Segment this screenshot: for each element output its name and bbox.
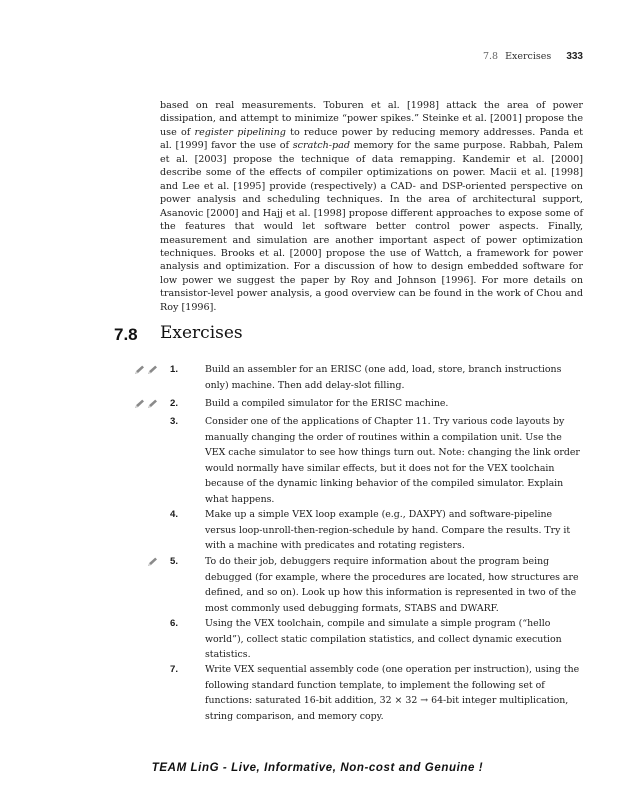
exercise-number: 6. [170, 618, 179, 629]
exercise-text: Build a compiled simulator for the ERISC machine. [205, 398, 449, 409]
section-title: Exercises [160, 323, 243, 343]
page-number: 333 [566, 51, 583, 62]
exercise-number: 4. [170, 509, 179, 520]
running-head [483, 51, 583, 62]
difficulty-pencil-icon [134, 399, 145, 409]
footer-watermark: TEAM LinG - Live, Informative, Non-cost and Genuine ! [151, 762, 484, 774]
difficulty-pencil-icon [147, 557, 158, 567]
section-number: 7.8 [114, 325, 138, 344]
exercise-number: 3. [170, 416, 179, 427]
exercise-text: To do their job, debuggers require information about the program being debugged (for example, where the procedures are located, how structures are defined, and so on). Look up how this information is represented in two of the most commonly used debugging formats, STABS and DWARF. [205, 556, 579, 614]
exercise-number: 1. [170, 364, 179, 375]
exercise-text: Build an assembler for an ERISC (one add, load, store, branch instructions only) machine. Then add delay-slot filling. [205, 364, 562, 391]
running-head-section-name: Exercises [505, 51, 552, 62]
running-head-section-ref: 7.8 [482, 51, 499, 62]
exercise-text: Make up a simple VEX loop example (e.g., DAXPY) and software-pipeline versus loop-unroll-then-region-schedule by hand. Compare the results. Try it with a machine with predicates and rotating registers. [205, 509, 571, 552]
exercise-text: Using the VEX toolchain, compile and simulate a simple program (“hello world”), collect static compilation statistics, and collect dynamic execution statistics. [205, 618, 562, 661]
exercise-number: 7. [170, 664, 179, 675]
intro-emphasis-scratch-pad: scratch-pad [292, 140, 351, 152]
difficulty-pencil-icon [147, 399, 158, 409]
intro-emphasis-register-pipelining: register pipelining [194, 126, 286, 138]
intro-text-2: to reduce power by reducing memory addresses. Panda et al. [1999] favor the use of [160, 126, 583, 152]
intro-text-3: memory for the same purpose. Rabbah, Palem et al. [2003] propose the technique of data remapping. Kandemir et al. [2000] describe some of the effects of compiler optimizations on power. Macii et al. [1998] and Lee et al. [1995] provide (respectively) a CAD- and DSP-oriented perspective on power analysis and scheduling techniques. In the area of architectural support, Asanovic [2000] and Hajj et al. [1998] propose different approaches to expose some of the features that would let software better control power aspects. Finally, measurement and simulation are another important aspect of power optimization techniques. Brooks et al. [2000] propose the use of Wattch, a framework for power analysis and optimization. For a discussion of how to design embedded software for low power we suggest the paper by Roy and Johnson [1996]. For more details on transistor-level power analysis, a good overview can be found in the work of Chou and Roy [1996]. [160, 140, 583, 313]
difficulty-pencil-icon [147, 365, 158, 375]
exercise-number: 5. [170, 556, 179, 567]
intro-text-1: based on real measurements. Toburen et al. [1998] attack the area of power dissipation, and attempt to minimize “power spikes.” Steinke et al. [2001] propose the use of [160, 100, 583, 138]
exercise-text: Consider one of the applications of Chapter 11. Try various code layouts by manually changing the order of routines within a compilation unit. Use the VEX cache simulator to see how things turn out. Note: changing the link order would normally have similar effects, but it does not for the VEX toolchain because of the dynamic linking behavior of the compiled simulator. Explain what happens. [205, 416, 580, 505]
exercise-text: Write VEX sequential assembly code (one operation per instruction), using the following standard function template, to implement the following set of functions: saturated 16-bit addition, 32 × 32 → 64-bit integer multiplication, string comparison, and memory copy. [205, 664, 580, 722]
difficulty-pencil-icon [134, 365, 145, 375]
exercise-number: 2. [170, 398, 179, 409]
intro-paragraph [160, 99, 583, 314]
